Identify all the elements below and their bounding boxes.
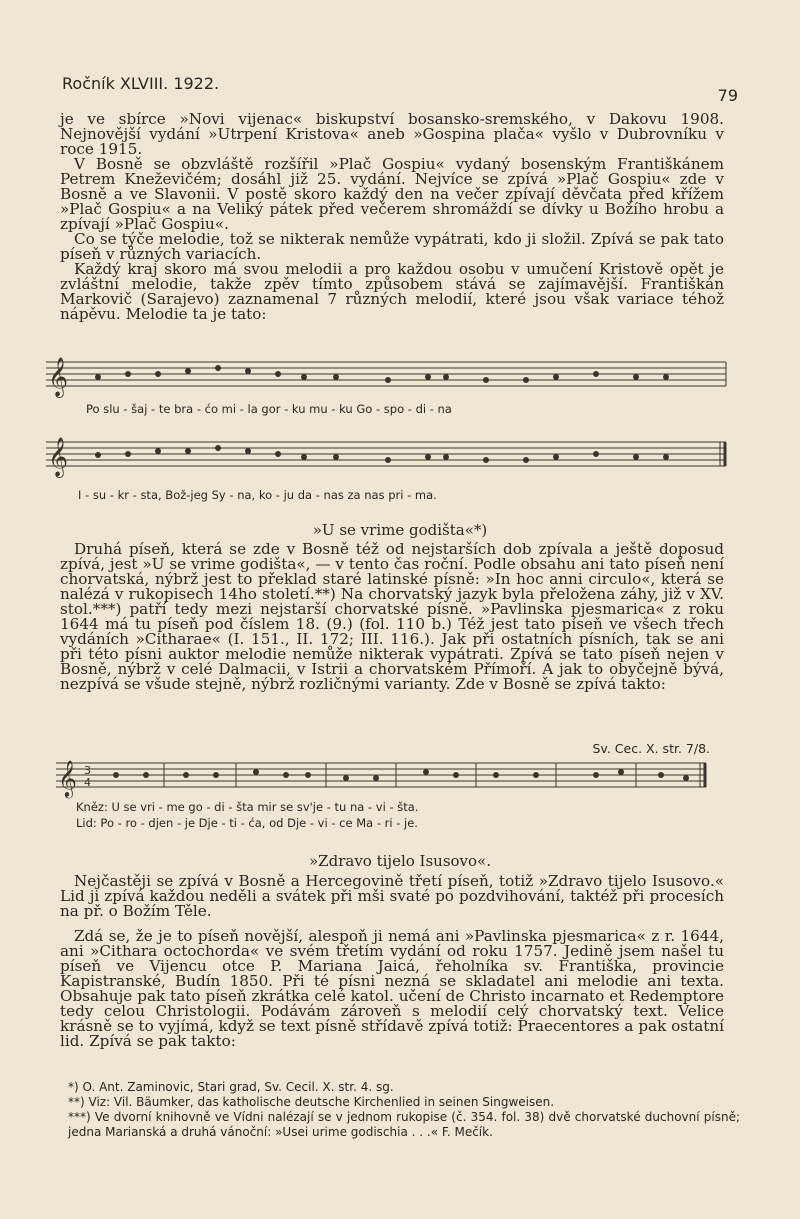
svg-text:𝄞: 𝄞 [48, 357, 69, 397]
music-staff-2 [36, 755, 746, 805]
middle-text [60, 542, 724, 692]
section-title: »Zdravo tijelo Isusovo«. [309, 852, 491, 870]
page-number: 79 [717, 86, 738, 105]
paragraph-6: Nejčastěji se zpívá v Bosně a Hercegovině třetí píseň, totiž »Zdravo tijelo Isusovo.« Lid ji zpívá každou neděli a svátek při mši svaté po pozdvihování, taktéž při procesích na př. o Božím Těle. [60, 872, 724, 920]
bottom-text [60, 874, 724, 1049]
svg-text:4: 4 [84, 776, 91, 789]
paragraph-1: je ve sbírce »Novi vijenac« biskupství bosansko-sremského, v Dakovu 1908. Nejnovější vydání »Utrpení Kristova« aneb »Gospina plača« vyšlo v Dubrovníku v roce 1915. [60, 110, 724, 158]
lyrics-line: I - su - kr - sta, Bož-jeg Sy - na, ko - ju da - nas za nas pri - ma. [78, 488, 437, 502]
paragraph-2: V Bosně se obzvláště rozšířil »Plač Gospiu« vydaný bosenským Františkánem Petrem Kneževičém; dosáhl již 25. vydání. Nejvíce se zpívá »Plač Gospiu« zde v Bosně a ve Slavonii. V postě skoro každý den na večer zpívají děvčata před křížem »Plač Gospiu« a na Veliký pátek před večerem shromáždí se dívky u Božího hrobu a zpívají »Plač Gospiu«. [60, 155, 724, 233]
intro-text [60, 112, 724, 322]
lyrics-line: Lid: Po - ro - djen - je Dje - ti - ća, od Dje - vi - ce Ma - ri - je. [76, 816, 418, 830]
footnote-1: *) O. Ant. Zaminovic, Stari grad, Sv. Cecil. X. str. 4. sg. [68, 1080, 394, 1094]
svg-text:3: 3 [84, 764, 91, 777]
paragraph-7: Zdá se, že je to píseň novější, alespoň ji nemá ani »Pavlinska pjesmarica« z r. 1644, ani »Cithara octochorda« ve svém třetím vydání od roku 1757. Jedině jsem našel tu píseň ve Vijencu otce P. Mariana Jaicá, řeholníka sv. Františka, provincie Kapistranské, Budín 1850. Při té písni nezná se skladatel ani melodie ani texta. Obsahuje pak tato píseň zkrátka celé katol. učení de Christo incarnato et Redemptore tedy celou Christologii. Podávám zároveň s melodií celý chorvatský text. Velice krásně se to vyjímá, když se text písně střídavě zpívá totiž: Praecentores a pak ostatní lid. Zpívá se pak takto: [60, 927, 724, 1050]
paragraph-3: Co se týče melodie, tož se nikterak nemůže vypátrati, kdo ji složil. Zpívá se pak tato píseň v různých variacích. [60, 230, 724, 263]
volume-year: Ročník XLVIII. 1922. [62, 74, 220, 93]
footnote-2: **) Viz: Vil. Bäumker, das katholische deutsche Kirchenlied in seinen Singweisen. [68, 1095, 555, 1109]
lyrics-line: Po slu - šaj - te bra - ćo mi - la gor - ku mu - ku Go - spo - di - na [86, 402, 452, 416]
footnotes [60, 1080, 740, 1140]
source-reference: Sv. Cec. X. str. 7/8. [592, 741, 710, 756]
page-header [62, 74, 738, 104]
paragraph-5: Druhá píseň, která se zde v Bosně též od nejstarších dob zpívala a ještě doposud zpívá, jest »U se vrime godišta«, — v tento čas roční. Podle obsahu ani tato píseň není chorvatská, nýbrž jest to překlad staré latinské písně: »In hoc anni circulo«, která se nalézá v rukopisech 14ho století.**) Na chorvatský jazyk byla přeložena záhy, již v XV. stol.***) patří tedy mezi nejstarší chorvatské písně. »Pavlinska pjesmarica« z roku 1644 má tu píseň pod číslem 18. (9.) (fol. 110 b.) Též jest tato píseň ve všech třech vydáních »Citharae« (I. 151., II. 172; III. 116.). Jak při ostatních písních, tak se ani při této písni auktor melodie nemůže nikterak vypátrati. Zpívá se tato píseň nejen v Bosně, nýbrž v celé Dalmacii, v Istrii a chorvatském Přímoří. A jak to obyčejně bývá, nezpívá se všude stejně, nýbrž rozličnými varianty. Zde v Bosně se zpívá takto: [60, 540, 724, 693]
footnote-3: ***) Ve dvorní knihovně ve Vídni nalézají se v jednom rukopise (č. 354. fol. 38) dvě chorvatské duchovní písně; jedna Marianská a druhá vánoční: »Usei urime godischia . . .« F. Mečík. [68, 1110, 740, 1139]
svg-text:𝄞: 𝄞 [48, 437, 69, 477]
svg-text:𝄞: 𝄞 [58, 759, 77, 797]
section-title: »U se vrime godišta«*) [312, 521, 488, 539]
paragraph-4: Každý kraj skoro má svou melodii a pro každou osobu v umučení Kristově opět je zvláštní melodie, takže zpěv tímto způsobem stává se zajímavější. Františkán Markovič (Sarajevo) zaznamenal 7 různých melodií, které jsou však variace téhož nápěvu. Melodie ta je tato: [60, 260, 724, 323]
lyrics-line: Kněz: U se vri - me go - di - šta mir se sv'je - tu na - vi - šta. [76, 800, 419, 814]
